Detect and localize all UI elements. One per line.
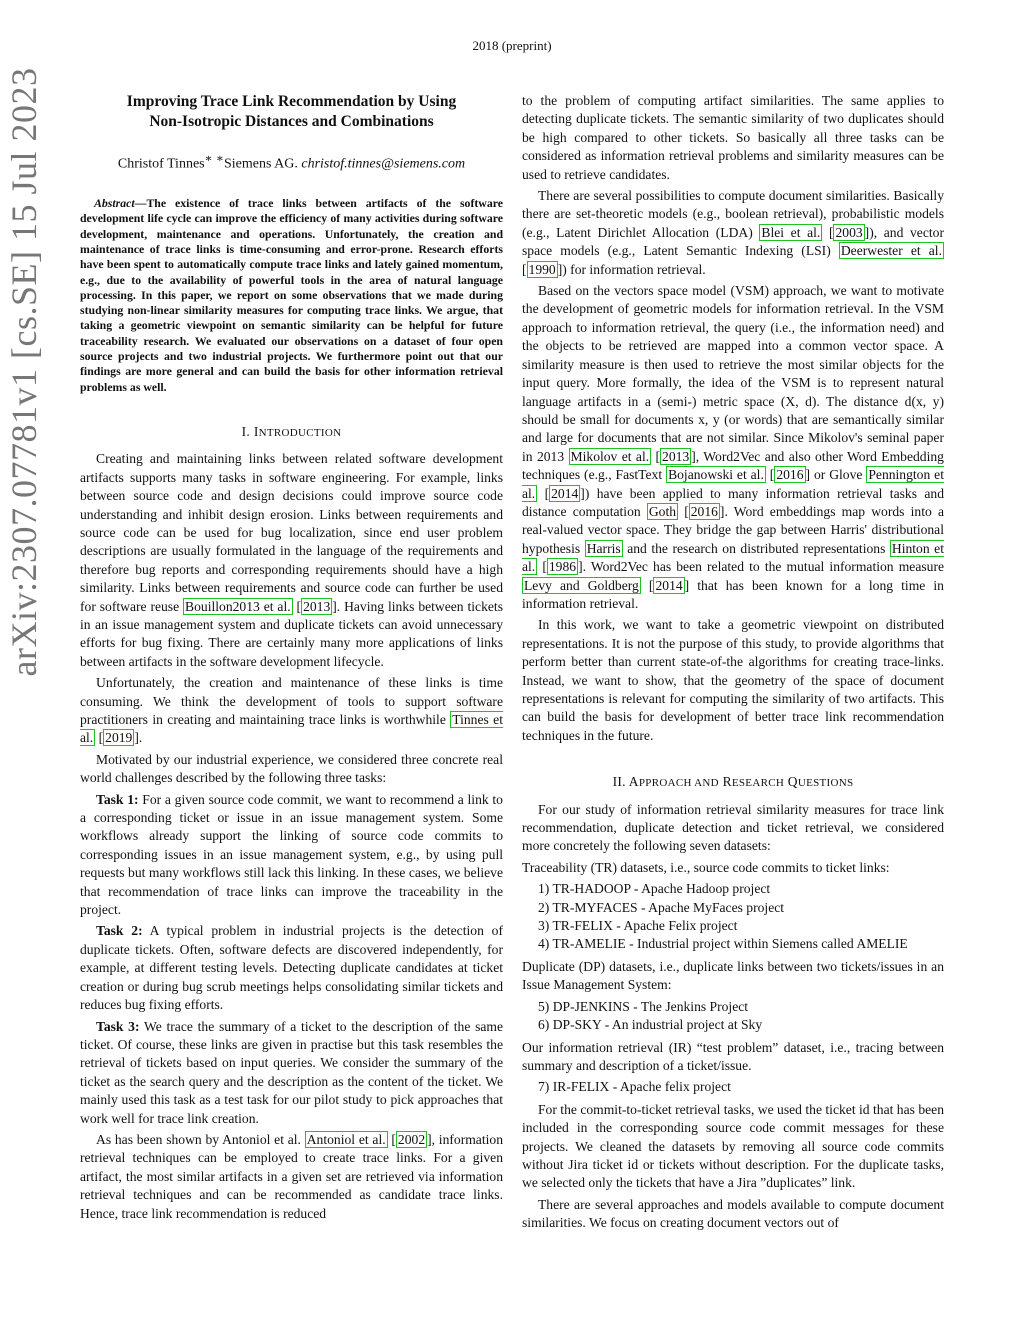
tr-intro: Traceability (TR) datasets, i.e., source code commits to ticket links: — [522, 859, 890, 875]
tr-dataset-list — [522, 880, 944, 954]
citation-hinton-year[interactable]: 1986 — [548, 559, 577, 575]
abstract-label: Abstract — [94, 196, 135, 211]
list-item: 4) TR-AMELIE - Industrial project within Siemens called AMELIE — [538, 936, 908, 952]
left-column — [80, 92, 503, 1226]
page-header: 2018 (preprint) — [472, 38, 552, 53]
approach-paragraph-3: There are several approaches and models available to compute document similarities. We focus on creating document vectors out of — [522, 1196, 944, 1231]
list-item: 6) DP-SKY - An industrial project at Sky — [538, 1017, 763, 1033]
author-name: Christof Tinnes — [117, 156, 205, 172]
citation-levy[interactable]: Levy and Goldberg — [524, 577, 639, 593]
citation-deerwester[interactable]: Deerwester et al. — [840, 243, 942, 259]
intro-paragraph-3: Motivated by our industrial experience, we considered three concrete real world challenges described by the following three tasks: — [80, 751, 503, 786]
citation-mikolov[interactable]: Mikolov et al. — [570, 448, 650, 464]
ir-dataset-list — [522, 1078, 944, 1096]
task-3: Task 3: We trace the summary of a ticket to the description of the same ticket. Of course, these links are given in practise but this task resembles the retrieval of tickets based on input queries. We consider the summary of the ticket as the search query and the description as the content of the ticket. We mainly used this task as a test task for our pilot study to pick approaches that work well for trace link creation. — [80, 1018, 503, 1126]
list-item: 1) TR-HADOOP - Apache Hadoop project — [538, 881, 771, 897]
intro-paragraph-2: Unfortunately, the creation and maintenance of these links is time consuming. We think the development of tools to support software practitioners in creating and maintaining trace links is worthwhile Tinnes et al. [ 2019 ]. — [80, 675, 503, 746]
citation-bojanowski-year[interactable]: 2016 — [776, 467, 804, 483]
section-heading-approach: II. APPROACH AND RESEARCH QUESTIONS — [612, 774, 854, 790]
citation-goth-year[interactable]: 2016 — [690, 503, 718, 519]
author-affiliation: Siemens AG. — [223, 156, 298, 172]
approach-paragraph-1: For our study of information retrieval similarity measures for trace link recommendation, duplicate detection and ticket retrieval, we considered more concretely the following seven datasets: — [522, 801, 944, 854]
right-paragraph-2: There are several possibilities to compute document similarities. Basically there are set-theoretic models (e.g., boolean retrieval), probabilistic models (e.g., Latent Dirichlet Allocation (LDA) Blei et al. [ 2003 ]), and vector space models (e.g., Latent Semantic Indexing (LSI) Deerwester et al. [ 1990 ]) for information retrieval. — [522, 188, 944, 277]
citation-bouillon-year[interactable]: 2013 — [303, 598, 331, 614]
citation-hinton[interactable]: Hinton et al. — [522, 540, 944, 575]
citation-harris[interactable]: Harris — [586, 540, 621, 556]
right-paragraph-4: In this work, we want to take a geometric viewpoint on distributed representations. It is not the purpose of this study, to provide algorithms that perform better than current state-of-the algorithms for creating trace-links. Instead, we want to show, that the geometry of the space of document representations is relevant for computing the similarity of two artifacts. This can build the basis for development of better trace link recommendation techniques in the future. — [522, 617, 944, 743]
list-item: 5) DP-JENKINS - The Jenkins Project — [538, 998, 749, 1014]
citation-blei[interactable]: Blei et al. — [761, 224, 821, 240]
list-item: 2) TR-MYFACES - Apache MyFaces project — [538, 899, 785, 915]
abstract-text: —The existence of trace links between artifacts of the software development life cycle can improve the efficiency of many activities during software development, maintenance and operations. Unfortunately, the creation and maintenance of trace links is time-consuming and error-prone. Research efforts have been spent to automatically compute trace links and lately gained momentum, e.g., due to the availability of powerful tools in the area of natural language processing. In this paper, we report on some observations that we made during studying non-linear similarity measures for computing trace links. We argue, that taking a geometric viewpoint on semantic similarity can be helpful for future traceability research. We evaluated our observations on a dataset of four open source projects and two industrial projects. We furthermore point out that our findings are more general and can build the basis for other information retrieval problems as well. — [80, 196, 503, 394]
abstract — [80, 196, 503, 395]
citation-tinnes-year[interactable]: 2019 — [105, 730, 133, 746]
list-item: 7) IR-FELIX - Apache felix project — [538, 1079, 731, 1095]
list-item: 3) TR-FELIX - Apache Felix project — [538, 918, 738, 934]
citation-pennington-year[interactable]: 2014 — [551, 485, 579, 501]
task-1: Task 1: For a given source code commit, we want to recommend a link to a corresponding ticket or issue in an issue management system. Some workflows already support the linking of source code commits to corresponding issues in an issue management system, e.g., by using pull requests but many workflows still lack this linking. In these cases, we believe that recommendation of trace links can improve the traceability in the project. — [80, 791, 503, 918]
arxiv-id: arXiv:2307.07781v1 [cs.SE] 15 Jul 2023 — [4, 67, 44, 677]
ir-intro: Our information retrieval (IR) “test problem” dataset, i.e., tracing between summary and description of a ticket/issue. — [522, 1039, 944, 1073]
citation-pennington[interactable]: Pennington et al. — [522, 467, 944, 501]
dp-dataset-list — [522, 998, 944, 1035]
dp-intro: Duplicate (DP) datasets, i.e., duplicate links between two tickets/issues in an Issue Management System: — [522, 958, 944, 993]
citation-tinnes[interactable]: Tinnes et al. — [80, 712, 503, 746]
approach-paragraph-2: For the commit-to-ticket retrieval tasks, we used the ticket id that has been included in the corresponding source code commit messages for these projects. We cleaned the datasets by removing all source code commits without Jira ticket id or tickets without description. For the duplicate tasks, we selected only the tickets that have a Jira ”duplicates” link. — [522, 1101, 944, 1191]
intro-paragraph-1: Creating and maintaining links between related software development artifacts supports many tasks in software engineering. For example, links between source code and design decisions could improve source code understanding and inhibit design erosion. Links between requirements and source code can be used for bug localization, since end user problem descriptions are usually formulated in the language of the requirements and therefore bug reports and corresponding requirements should have a high similarity. Links between requirements and source code can further be used for software reuse Bouillon2013 et al. [ 2013 ]. Having links between tickets in an issue management system and duplicate tickets can avoid unnecessary efforts for bug fixing. There are certainly many more applications of links between artifacts in the software development lifecycle. — [80, 451, 503, 669]
right-paragraph-3: Based on the vectors space model (VSM) approach, we want to motivate the development of geometric models for information retrieval. In the VSM approach to information retrieval, the query (i.e., the information need) and the objects to be retrieved are mapped into a common vector space. A similarity measure is then used to retrieve the most similar objects for the input query. More formally, the idea of the VSM is to represent natural language artifacts in a (semi-) metric space (X, d). The distance d(x, y) should be small for documents x, y (or words) that are semantically similar and large for documents that are not similar. Since Mikolov's seminal paper in 2013 Mikolov et al. [ 2013 ], Word2Vec and also other Word Embedding techniques (e.g., FastText Bojanowski et al. [ 2016 ] or Glove Pennington et al. [ 2014 ]) have been applied to many information retrieval tasks and distance computation Goth [ 2016 ]. Word embeddings map words into a real-valued vector space. They bridge the gap between Harris' distributional hypothesis Harris and the research on distributed representations Hinton et al. [ 1986 ]. Word2Vec has been related to the mutual information measure Levy and Goldberg [ 2014 ] that has been known for a long time in information retrieval. — [522, 283, 944, 611]
citation-antoniol-year[interactable]: 2002 — [397, 1131, 426, 1147]
citation-mikolov-year[interactable]: 2013 — [662, 448, 690, 464]
right-column — [522, 92, 944, 1236]
citation-levy-year[interactable]: 2014 — [655, 577, 683, 593]
citation-blei-year[interactable]: 2003 — [835, 224, 863, 240]
citation-bojanowski[interactable]: Bojanowski et al. — [668, 467, 764, 483]
paper-title: Improving Trace Link Recommendation by Using Non-Isotropic Distances and Combinations — [126, 93, 457, 130]
task-2: Task 2: A typical problem in industrial projects is the detection of duplicate tickets. Often, software defects are discovered independently, for example, at different testing levels. Detecting duplicate candidates at ticket creation or during bug scrub meetings helps consolidating similar tickets and reduces bug fixing efforts. — [80, 923, 503, 1013]
citation-antoniol[interactable]: Antoniol et al. — [306, 1131, 386, 1147]
right-paragraph-1: to the problem of computing artifact similarities. The same applies to detecting duplicate tickets. The semantic similarity of two duplicates should be high compared to other tickets. So basically all three tasks can be considered as information retrieval problems and similarity measures can be used to retrieve candidates. — [522, 93, 944, 182]
citation-deerwester-year[interactable]: 1990 — [528, 261, 556, 277]
author-line: Christof Tinnes∗ ∗Siemens AG. christof.tinnes@siemens.com — [117, 152, 466, 172]
author-email[interactable]: christof.tinnes@siemens.com — [301, 156, 466, 172]
citation-bouillon[interactable]: Bouillon2013 et al. — [185, 598, 291, 614]
section-heading-introduction: I. INTRODUCTION — [241, 423, 342, 439]
intro-paragraph-4: As has been shown by Antoniol et al. Antoniol et al. [ 2002 ], information retrieval techniques can be employed to create trace links. For a given artifact, the most similar artifacts in a given set are retrieved via information retrieval techniques and can be recommended as candidate trace links. Hence, trace link recommendation is reduced — [80, 1131, 503, 1221]
citation-goth[interactable]: Goth — [648, 503, 677, 519]
